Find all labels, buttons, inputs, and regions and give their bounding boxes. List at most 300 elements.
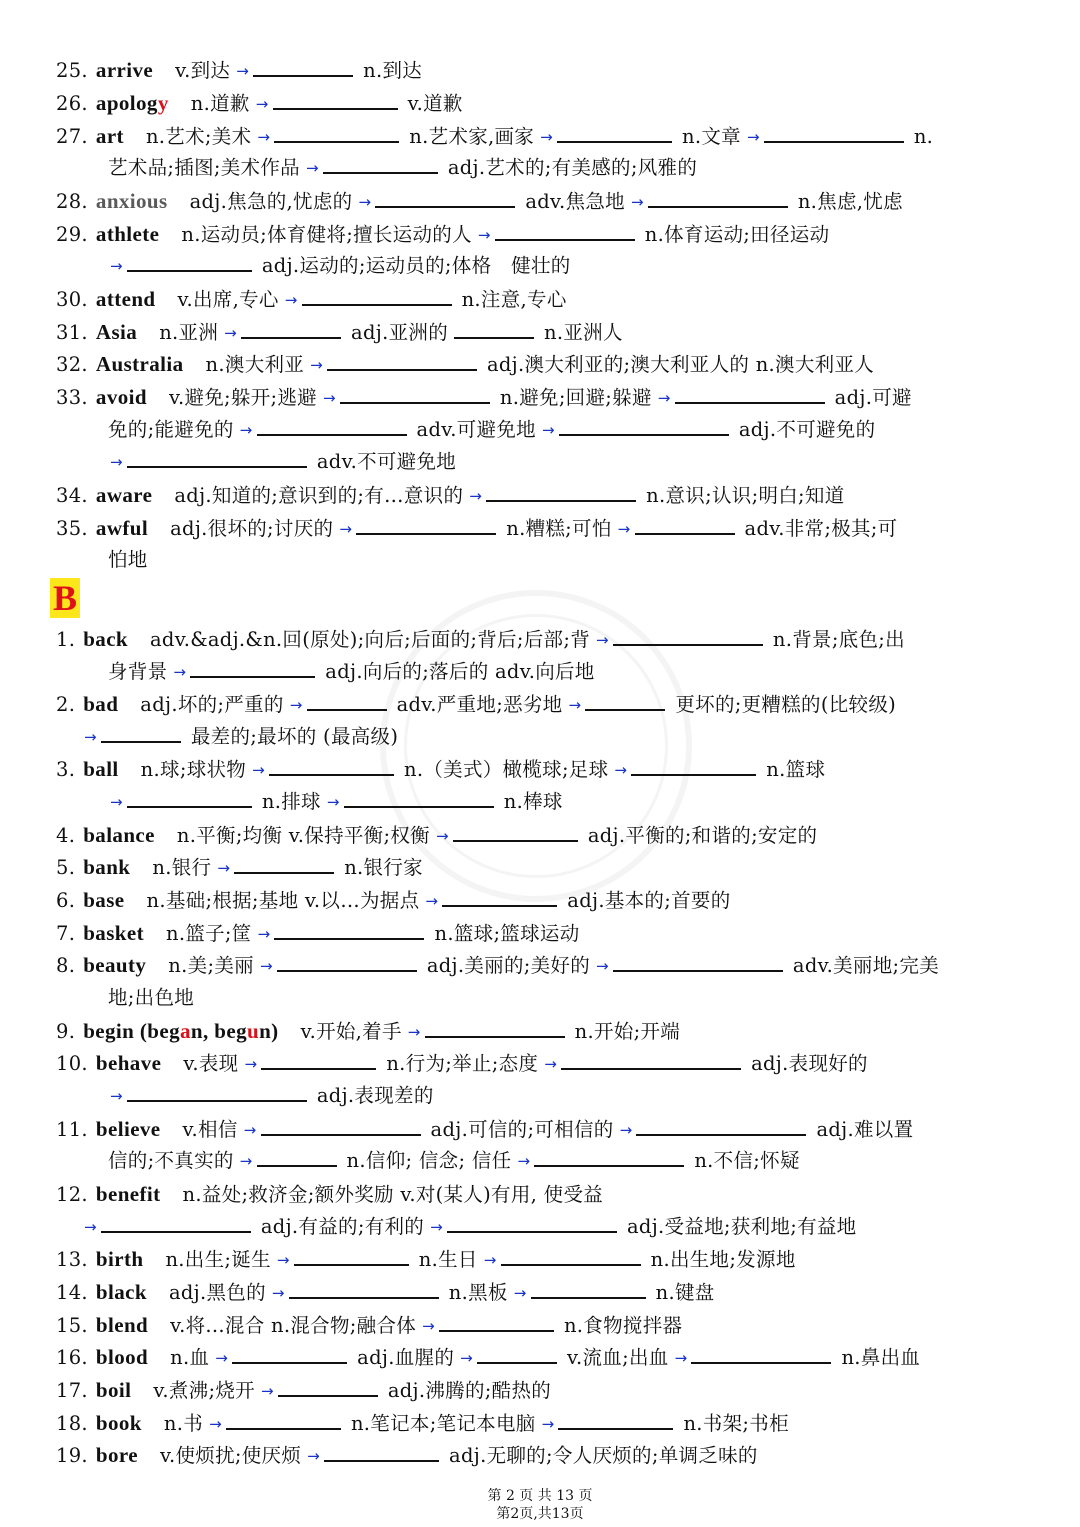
vocab-line	[56, 623, 909, 655]
arrow-icon: →	[430, 1218, 443, 1236]
arrow-icon: →	[339, 520, 353, 538]
vocab-line	[56, 1341, 924, 1373]
answer-blank[interactable]	[261, 1050, 376, 1070]
arrow-icon: →	[435, 827, 449, 845]
answer-blank[interactable]	[764, 123, 904, 143]
definition-text: n.美;美丽	[168, 954, 254, 977]
arrow-icon: →	[541, 1415, 555, 1433]
definition-text: v.将...混合 n.混合物;融合体	[170, 1314, 417, 1337]
entry-number: 16.	[56, 1346, 88, 1369]
arrow-icon: →	[244, 1055, 258, 1073]
definition-text: v.相信	[182, 1118, 238, 1141]
definition-text: v.流血;出血	[567, 1346, 669, 1369]
headword: bank	[83, 855, 131, 879]
entry-number: 33.	[56, 386, 88, 409]
answer-blank[interactable]	[241, 319, 341, 339]
entry-number: 32.	[56, 353, 88, 376]
arrow-icon: →	[617, 520, 631, 538]
entry-number: 14.	[56, 1281, 88, 1304]
vocab-line	[82, 721, 402, 753]
arrow-icon: →	[239, 1152, 253, 1170]
entry-number: 12.	[56, 1183, 88, 1206]
arrow-icon: →	[110, 1087, 123, 1105]
definition-text: n.食物搅拌器	[563, 1314, 683, 1337]
definition-text: n.亚洲	[159, 321, 219, 344]
vocab-line	[56, 917, 584, 949]
definition-text: adj.表现差的	[316, 1084, 434, 1107]
headword: Australia	[95, 352, 184, 376]
definition-text: n.文章	[681, 125, 741, 148]
arrow-icon: →	[657, 389, 671, 407]
definition-text: n.澳大利亚	[205, 353, 305, 376]
vocab-line	[56, 1276, 719, 1308]
answer-blank[interactable]	[226, 1410, 341, 1430]
definition-text: 信的;不真实的	[108, 1149, 234, 1172]
vocab-line	[108, 544, 152, 576]
definition-text: adj.无聊的;令人厌烦的;单调乏味的	[449, 1444, 758, 1467]
headword: anxious	[95, 189, 168, 213]
definition-text: n.避免;回避;躲避	[499, 386, 652, 409]
definition-text: n.信仰; 信念; 信任	[346, 1149, 512, 1172]
vocab-line	[108, 152, 701, 184]
definition-text: adj.黑色的	[168, 1281, 266, 1304]
definition-text: n.（美式）橄榄球;足球	[403, 758, 609, 781]
headword: beauty	[83, 953, 147, 977]
entry-number: 35.	[56, 517, 88, 540]
arrow-icon: →	[307, 1447, 321, 1465]
definition-text: n.键盘	[655, 1281, 715, 1304]
definition-text: n.意识;认识;明白;知道	[646, 484, 845, 507]
definition-text: n.书架;书柜	[683, 1412, 789, 1435]
definition-text: v.出席,专心	[177, 288, 279, 311]
vocab-line	[56, 949, 943, 981]
entry-number: 34.	[56, 484, 88, 507]
definition-text: n.焦虑,忧虑	[797, 190, 903, 213]
vocab-line	[108, 786, 567, 818]
arrow-icon: →	[674, 1349, 688, 1367]
definition-text: n.生日	[418, 1248, 478, 1271]
answer-blank[interactable]	[257, 1147, 337, 1167]
headword: avoid	[95, 385, 147, 409]
definition-text: n.	[913, 125, 934, 148]
arrow-icon: →	[173, 663, 187, 681]
answer-blank[interactable]	[636, 1116, 806, 1136]
arrow-icon: →	[517, 1152, 531, 1170]
headword: athlete	[95, 222, 160, 246]
answer-blank[interactable]	[557, 123, 672, 143]
headword: birth	[95, 1247, 144, 1271]
entry-number: 4.	[56, 824, 76, 847]
arrow-icon: →	[259, 957, 273, 975]
headword: blend	[95, 1313, 149, 1337]
definition-text: adv.&adj.&n.回(原处);向后;后面的;背后;后部;背	[150, 628, 590, 651]
vocab-line	[108, 656, 599, 688]
definition-text: v.避免;躲开;逃避	[168, 386, 317, 409]
vocab-line	[108, 1145, 804, 1177]
vocab-line	[56, 1374, 555, 1406]
answer-blank[interactable]	[613, 952, 783, 972]
vocab-line	[56, 1178, 607, 1210]
answer-blank[interactable]	[675, 384, 825, 404]
entry-number: 13.	[56, 1248, 88, 1271]
arrow-icon: →	[568, 696, 582, 714]
definition-text: adj.坏的;严重的	[140, 693, 284, 716]
vocab-line	[56, 87, 467, 119]
arrow-icon: →	[513, 1284, 527, 1302]
arrow-icon: →	[257, 925, 271, 943]
definition-text: adj.基本的;首要的	[567, 889, 731, 912]
vocab-line	[56, 819, 821, 851]
arrow-icon: →	[596, 631, 609, 649]
arrow-icon: →	[746, 128, 760, 146]
definition-text: n.血	[170, 1346, 210, 1369]
answer-blank[interactable]	[534, 1147, 684, 1167]
definition-text: adj.可信的;可相信的	[430, 1118, 614, 1141]
vocab-line	[56, 479, 849, 511]
definition-text: n.基础;根据;基地 v.以…为据点	[146, 889, 420, 912]
arrow-icon: →	[540, 128, 553, 146]
definition-text: adj.澳大利亚的;澳大利亚人的 n.澳大利亚人	[486, 353, 875, 376]
headword: behave	[95, 1051, 162, 1075]
answer-blank[interactable]	[486, 482, 636, 502]
headword: awful	[95, 516, 149, 540]
headword: back	[83, 627, 128, 651]
entry-number: 31.	[56, 321, 88, 344]
entry-number: 3.	[56, 758, 76, 781]
definition-text: adj.不可避免的	[738, 418, 876, 441]
arrow-icon: →	[630, 193, 644, 211]
vocab-line	[108, 250, 575, 282]
vocab-line	[108, 1080, 438, 1112]
vocab-line	[56, 512, 901, 544]
answer-blank[interactable]	[442, 887, 557, 907]
headword: apology	[95, 91, 169, 115]
answer-blank[interactable]	[447, 1213, 617, 1233]
definition-text: n.银行	[152, 856, 212, 879]
definition-text: n.鼻出血	[841, 1346, 921, 1369]
entry-number: 11.	[56, 1118, 88, 1141]
vocab-line	[56, 1309, 686, 1341]
answer-blank[interactable]	[495, 221, 635, 241]
vocab-line	[108, 982, 198, 1014]
definition-text: n.笔记本;笔记本电脑	[350, 1412, 536, 1435]
answer-blank[interactable]	[294, 1246, 409, 1266]
entry-number: 2.	[56, 693, 76, 716]
definition-text: adj.沸腾的;酷热的	[387, 1379, 552, 1402]
definition-text: adj.知道的;意识到的;有…意识的	[174, 484, 464, 507]
entry-number: 29.	[56, 223, 88, 246]
headword: art	[95, 124, 124, 148]
answer-blank[interactable]	[375, 188, 515, 208]
vocab-line	[56, 316, 627, 348]
definition-text: n.背景;底色;出	[772, 628, 905, 651]
arrow-icon: →	[289, 696, 303, 714]
answer-blank[interactable]	[127, 252, 252, 272]
entry-number: 30.	[56, 288, 88, 311]
arrow-icon: →	[407, 1023, 421, 1041]
answer-blank[interactable]	[425, 1018, 565, 1038]
answer-blank[interactable]	[127, 448, 307, 468]
definition-text: adj.难以置	[816, 1118, 914, 1141]
definition-text: adj.焦急的,忧虑的	[189, 190, 353, 213]
answer-blank[interactable]	[531, 1279, 646, 1299]
definition-text: adv.不可避免地	[316, 450, 457, 473]
arrow-icon: →	[243, 1121, 257, 1139]
headword: book	[95, 1411, 142, 1435]
definition-text: n.艺术家,画家	[409, 125, 535, 148]
arrow-icon: →	[252, 761, 265, 779]
arrow-icon: →	[469, 487, 483, 505]
section-b-heading: B	[50, 578, 80, 618]
vocab-line	[56, 1047, 872, 1079]
definition-text: n.球;球状物	[140, 758, 247, 781]
answer-blank[interactable]	[561, 1050, 741, 1070]
entry-number: 9.	[56, 1020, 76, 1043]
definition-text: n.篮球	[766, 758, 826, 781]
entry-number: 1.	[56, 628, 76, 651]
vocab-line	[56, 381, 916, 413]
definition-text: adj.血腥的	[357, 1346, 455, 1369]
headword: blood	[95, 1345, 149, 1369]
headword: ball	[83, 757, 119, 781]
vocab-line	[56, 884, 735, 916]
answer-blank[interactable]	[307, 691, 387, 711]
arrow-icon: →	[322, 389, 336, 407]
arrow-icon: →	[239, 421, 253, 439]
arrow-icon: →	[84, 728, 97, 746]
definition-text: n.篮球;篮球运动	[434, 922, 580, 945]
definition-text: adj.艺术的;有美感的;风雅的	[447, 156, 698, 179]
definition-text: n.糟糕;可怕	[506, 517, 612, 540]
arrow-icon: →	[483, 1251, 497, 1269]
definition-text: v.开始,着手	[300, 1020, 402, 1043]
vocab-line	[56, 753, 829, 785]
definition-text: v.表现	[183, 1052, 239, 1075]
arrow-icon: →	[619, 1121, 633, 1139]
headword: boil	[95, 1378, 132, 1402]
vocab-line	[56, 1243, 800, 1275]
vocab-line	[56, 1439, 762, 1471]
arrow-icon: →	[326, 793, 340, 811]
vocab-line	[56, 54, 426, 86]
answer-blank[interactable]	[559, 416, 729, 436]
entry-number: 17.	[56, 1379, 88, 1402]
entry-number: 15.	[56, 1314, 88, 1337]
page-footer-line2: 第2页,共13页	[496, 1506, 584, 1522]
definition-text: n.益处;救济金;额外奖励 v.对(某人)有用, 使受益	[182, 1183, 604, 1206]
arrow-icon: →	[236, 62, 250, 80]
vocab-line	[56, 1407, 793, 1439]
entry-number: 7.	[56, 922, 76, 945]
vocab-line	[108, 414, 879, 446]
arrow-icon: →	[84, 1218, 97, 1236]
definition-text: v.到达	[175, 59, 231, 82]
answer-blank[interactable]	[274, 123, 399, 143]
definition-text: adj.运动的;运动员的;体格 健壮的	[261, 254, 571, 277]
entry-number: 28.	[56, 190, 88, 213]
headword: begin (began, begun)	[83, 1019, 279, 1043]
headword: aware	[95, 483, 153, 507]
definition-text: n.出生;诞生	[165, 1248, 271, 1271]
headword: basket	[83, 921, 144, 945]
answer-blank[interactable]	[501, 1246, 641, 1266]
answer-blank[interactable]	[274, 920, 424, 940]
entry-number: 8.	[56, 954, 76, 977]
definition-text: 怕地	[108, 548, 148, 571]
answer-blank[interactable]	[101, 723, 181, 743]
definition-text: n.艺术;美术	[145, 125, 252, 148]
answer-blank[interactable]	[269, 756, 394, 776]
definition-text: n.不信;怀疑	[694, 1149, 800, 1172]
arrow-icon: →	[541, 421, 555, 439]
answer-blank[interactable]	[323, 154, 438, 174]
answer-blank[interactable]	[234, 854, 334, 874]
entry-number: 27.	[56, 125, 88, 148]
answer-blank[interactable]	[340, 384, 490, 404]
headword: black	[95, 1280, 147, 1304]
definition-text: adv.焦急地	[525, 190, 625, 213]
headword: benefit	[95, 1182, 161, 1206]
definition-text: 艺术品;插图;美术作品	[108, 156, 300, 179]
headword: Asia	[95, 320, 138, 344]
arrow-icon: →	[110, 257, 123, 275]
headword: believe	[95, 1117, 161, 1141]
answer-blank[interactable]	[101, 1213, 251, 1233]
answer-blank[interactable]	[289, 1279, 439, 1299]
page-footer-line1: 第 2 页 共 13 页	[487, 1488, 593, 1504]
definition-text: adv.非常;极其;可	[744, 517, 898, 540]
arrow-icon: →	[460, 1349, 473, 1367]
answer-blank[interactable]	[327, 351, 477, 371]
entry-number: 19.	[56, 1444, 88, 1467]
answer-blank[interactable]	[324, 1442, 439, 1462]
definition-text: 更坏的;更糟糕的(比较级)	[675, 693, 897, 716]
answer-blank[interactable]	[273, 90, 398, 110]
definition-text: n.黑板	[448, 1281, 508, 1304]
answer-blank[interactable]	[356, 515, 496, 535]
answer-blank[interactable]	[558, 1410, 673, 1430]
answer-blank[interactable]	[439, 1312, 554, 1332]
definition-text: n.出生地;发源地	[650, 1248, 796, 1271]
definition-text: adv.严重地;恶劣地	[396, 693, 563, 716]
vocab-line	[56, 218, 833, 250]
answer-blank[interactable]	[278, 1377, 378, 1397]
answer-blank[interactable]	[453, 822, 578, 842]
definition-text: 免的;能避免的	[108, 418, 234, 441]
answer-blank[interactable]	[635, 515, 735, 535]
definition-text: adj.表现好的	[751, 1052, 868, 1075]
answer-blank[interactable]	[648, 188, 788, 208]
answer-blank[interactable]	[613, 626, 763, 646]
definition-text: n.运动员;体育健将;擅长运动的人	[181, 223, 472, 246]
answer-blank[interactable]	[302, 286, 452, 306]
headword: bad	[83, 692, 119, 716]
arrow-icon: →	[358, 193, 372, 211]
arrow-icon: →	[260, 1382, 274, 1400]
definition-text: n.到达	[363, 59, 423, 82]
arrow-icon: →	[257, 128, 271, 146]
arrow-icon: →	[596, 957, 609, 975]
definition-text: 身背景	[108, 660, 168, 683]
answer-blank[interactable]	[232, 1344, 347, 1364]
arrow-icon: →	[110, 453, 123, 471]
definition-text: adj.很坏的;讨厌的	[170, 517, 334, 540]
definition-text: n.篮子;筐	[165, 922, 252, 945]
vocab-line	[82, 1211, 860, 1243]
arrow-icon: →	[422, 1317, 435, 1335]
headword: attend	[95, 287, 156, 311]
arrow-icon: →	[425, 892, 439, 910]
definition-text: v.使烦扰;使厌烦	[159, 1444, 302, 1467]
answer-blank[interactable]	[127, 788, 252, 808]
definition-text: n.开始;开端	[574, 1020, 681, 1043]
answer-blank[interactable]	[261, 1116, 421, 1136]
definition-text: 地;出色地	[108, 986, 195, 1009]
definition-text: n.银行家	[344, 856, 423, 879]
definition-text: n.行为;举止;态度	[386, 1052, 539, 1075]
definition-text: adj.受益地;获利地;有益地	[626, 1215, 857, 1238]
answer-blank[interactable]	[277, 952, 417, 972]
definition-text: adj.美丽的;美好的	[426, 954, 591, 977]
vocab-line	[56, 688, 900, 720]
entry-number: 26.	[56, 92, 88, 115]
arrow-icon: →	[209, 1415, 222, 1433]
definition-text: adj.可避	[834, 386, 912, 409]
arrow-icon: →	[544, 1055, 558, 1073]
answer-blank[interactable]	[344, 788, 494, 808]
definition-text: adj.平衡的;和谐的;安定的	[587, 824, 818, 847]
answer-blank[interactable]	[691, 1344, 831, 1364]
answer-blank[interactable]	[454, 319, 534, 339]
answer-blank[interactable]	[477, 1344, 557, 1364]
answer-blank[interactable]	[127, 1082, 307, 1102]
arrow-icon: →	[284, 291, 298, 309]
vocab-line	[56, 1015, 684, 1047]
definition-text: adj.向后的;落后的 adv.向后地	[325, 660, 595, 683]
definition-text: n.注意,专心	[461, 288, 567, 311]
answer-blank[interactable]	[631, 756, 756, 776]
arrow-icon: →	[614, 761, 628, 779]
definition-text: adj.亚洲的	[351, 321, 448, 344]
definition-text: adv.可避免地	[416, 418, 536, 441]
vocab-line	[108, 446, 460, 478]
vocab-line	[56, 348, 878, 380]
arrow-icon: →	[477, 226, 491, 244]
headword: base	[83, 888, 125, 912]
answer-blank[interactable]	[253, 57, 353, 77]
definition-text: n.体育运动;田径运动	[644, 223, 830, 246]
definition-text: adv.美丽地;完美	[792, 954, 940, 977]
definition-text: n.平衡;均衡 v.保持平衡;权衡	[176, 824, 430, 847]
vocab-line	[56, 851, 427, 883]
arrow-icon: →	[224, 324, 238, 342]
arrow-icon: →	[276, 1251, 290, 1269]
arrow-icon: →	[217, 859, 231, 877]
entry-number: 25.	[56, 59, 88, 82]
answer-blank[interactable]	[257, 416, 407, 436]
definition-text: v.煮沸;烧开	[153, 1379, 255, 1402]
vocab-line	[56, 283, 571, 315]
answer-blank[interactable]	[585, 691, 665, 711]
headword: arrive	[95, 58, 154, 82]
vocab-line	[56, 185, 907, 217]
headword: balance	[83, 823, 155, 847]
entry-number: 18.	[56, 1412, 88, 1435]
vocab-line	[56, 1113, 917, 1145]
answer-blank[interactable]	[190, 658, 315, 678]
definition-text: 最差的;最坏的 (最高级)	[190, 725, 399, 748]
arrow-icon: →	[110, 793, 123, 811]
